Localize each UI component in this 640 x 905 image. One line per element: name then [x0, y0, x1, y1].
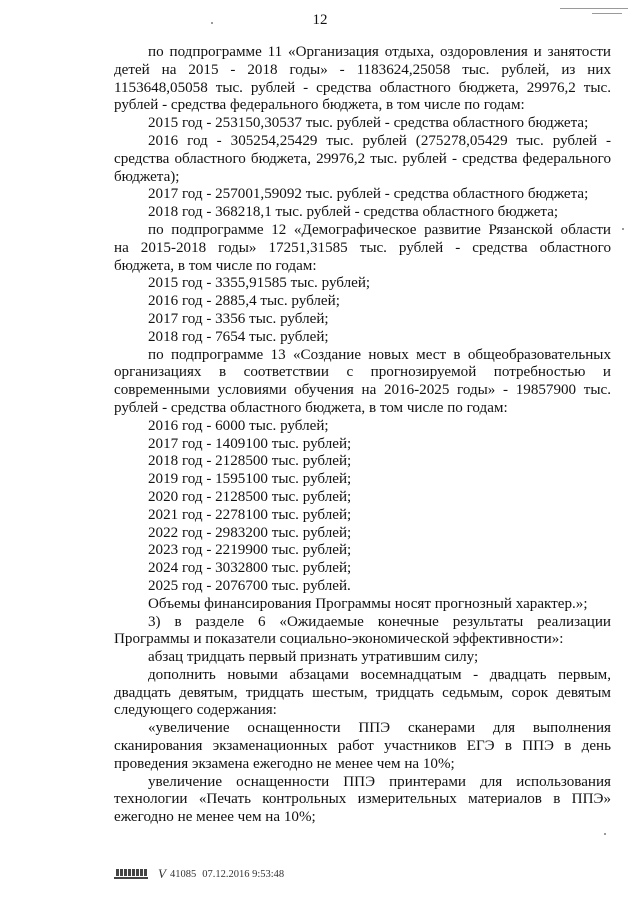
- text-line: 2017 год - 1409100 тыс. рублей;: [148, 435, 352, 452]
- text-line: следующего содержания:: [114, 702, 277, 719]
- text-line: рублей - средства областного бюджета, в том числе по годам:: [114, 399, 508, 416]
- scan-dot: [211, 22, 213, 24]
- text-line: 2018 год - 2128500 тыс. рублей;: [148, 453, 352, 470]
- text-line: 3) в разделе 6 «Ожидаемые конечные результаты реализации: [148, 613, 611, 630]
- text-line: 1153648,05058 тыс. рублей - средства областного бюджета, 29976,2 тыс.: [114, 79, 611, 96]
- scan-mark-top-right: [560, 8, 628, 9]
- text-line: по подпрограмме 11 «Организация отдыха, оздоровления и занятости: [148, 44, 611, 60]
- text-line: Объемы финансирования Программы носят прогнозный характер.»;: [148, 595, 588, 612]
- text-line: 2016 год - 2885,4 тыс. рублей;: [148, 293, 340, 310]
- text-line: 2025 год - 2076700 тыс. рублей.: [148, 577, 351, 594]
- text-line: 2021 год - 2278100 тыс. рублей;: [148, 506, 352, 523]
- text-line: 2022 год - 2983200 тыс. рублей;: [148, 524, 352, 541]
- scan-dot-right-2: [604, 833, 606, 835]
- text-line: 2024 год - 3032800 тыс. рублей;: [148, 560, 352, 577]
- text-line: 2018 год - 7654 тыс. рублей;: [148, 328, 329, 345]
- text-line: детей на 2015 - 2018 годы» - 1183624,25058 тыс. рублей, из них: [114, 61, 611, 78]
- text-line: технологии «Печать контрольных измерительных материалов в ППЭ»: [114, 791, 611, 808]
- text-line: увеличение оснащенности ППЭ принтерами для использования: [148, 773, 611, 790]
- text-line: на 2015-2018 годы» 17251,31585 тыс. рублей - средства областного: [114, 239, 611, 256]
- text-line: организациях в соответствии с прогнозируемой потребностью и: [114, 364, 611, 381]
- text-line: средства областного бюджета, 29976,2 тыс. рублей - средства федерального: [114, 150, 611, 167]
- text-line: 2023 год - 2219900 тыс. рублей;: [148, 542, 352, 559]
- signature-mark: V: [158, 866, 166, 881]
- registry-stamp-logo: [114, 869, 148, 879]
- text-line: по подпрограмме 12 «Демографическое развитие Рязанской области: [148, 221, 611, 238]
- text-line: дополнить новыми абзацами восемнадцатым - двадцать первым,: [148, 666, 611, 683]
- document-code: 41085: [169, 868, 197, 880]
- text-line: двадцать девятым, тридцать шестым, тридцать седьмым, сорок девятым: [114, 684, 611, 701]
- text-line: рублей - средства федерального бюджета, в том числе по годам:: [114, 97, 525, 114]
- text-line: 2018 год - 368218,1 тыс. рублей - средства областного бюджета;: [148, 204, 559, 221]
- text-line: 2019 год - 1595100 тыс. рублей;: [148, 471, 352, 488]
- text-line: «увеличение оснащенности ППЭ сканерами для выполнения: [148, 720, 611, 737]
- text-line: Программы и показатели социально-экономической эффективности»:: [114, 631, 564, 648]
- page-number: 12: [312, 12, 328, 28]
- scan-mark-top-right-2: [592, 13, 622, 14]
- text-line: современными условиями обучения на 2016-2025 годы» - 19857900 тыс.: [114, 382, 611, 399]
- text-line: сканирования экзаменационных работ участников ЕГЭ в ППЭ в день: [114, 738, 611, 755]
- text-line: 2017 год - 257001,59092 тыс. рублей - средства областного бюджета;: [148, 186, 589, 203]
- text-line: бюджета, в том числе по годам:: [114, 257, 317, 274]
- text-line: 2015 год - 3355,91585 тыс. рублей;: [148, 275, 371, 292]
- document-timestamp: 07.12.2016 9:53:48: [202, 868, 285, 880]
- text-line: 2020 год - 2128500 тыс. рублей;: [148, 488, 352, 505]
- text-line: бюджета);: [114, 168, 180, 185]
- text-line: ежегодно не менее чем на 10%;: [114, 809, 316, 826]
- document-body: [114, 44, 611, 827]
- text-line: проведения экзамена ежегодно не менее чем на 10%;: [114, 755, 455, 772]
- document-footer: [114, 866, 284, 882]
- text-line: 2016 год - 305254,25429 тыс. рублей (275278,05429 тыс. рублей -: [148, 132, 611, 149]
- text-line: 2016 год - 6000 тыс. рублей;: [148, 417, 329, 434]
- text-line: 2015 год - 253150,30537 тыс. рублей - средства областного бюджета;: [148, 115, 589, 132]
- text-line: абзац тридцать первый признать утратившим силу;: [148, 649, 479, 666]
- text-line: по подпрограмме 13 «Создание новых мест в общеобразовательных: [148, 346, 611, 363]
- text-line: 2017 год - 3356 тыс. рублей;: [148, 310, 329, 327]
- scan-dot-right: [622, 228, 624, 230]
